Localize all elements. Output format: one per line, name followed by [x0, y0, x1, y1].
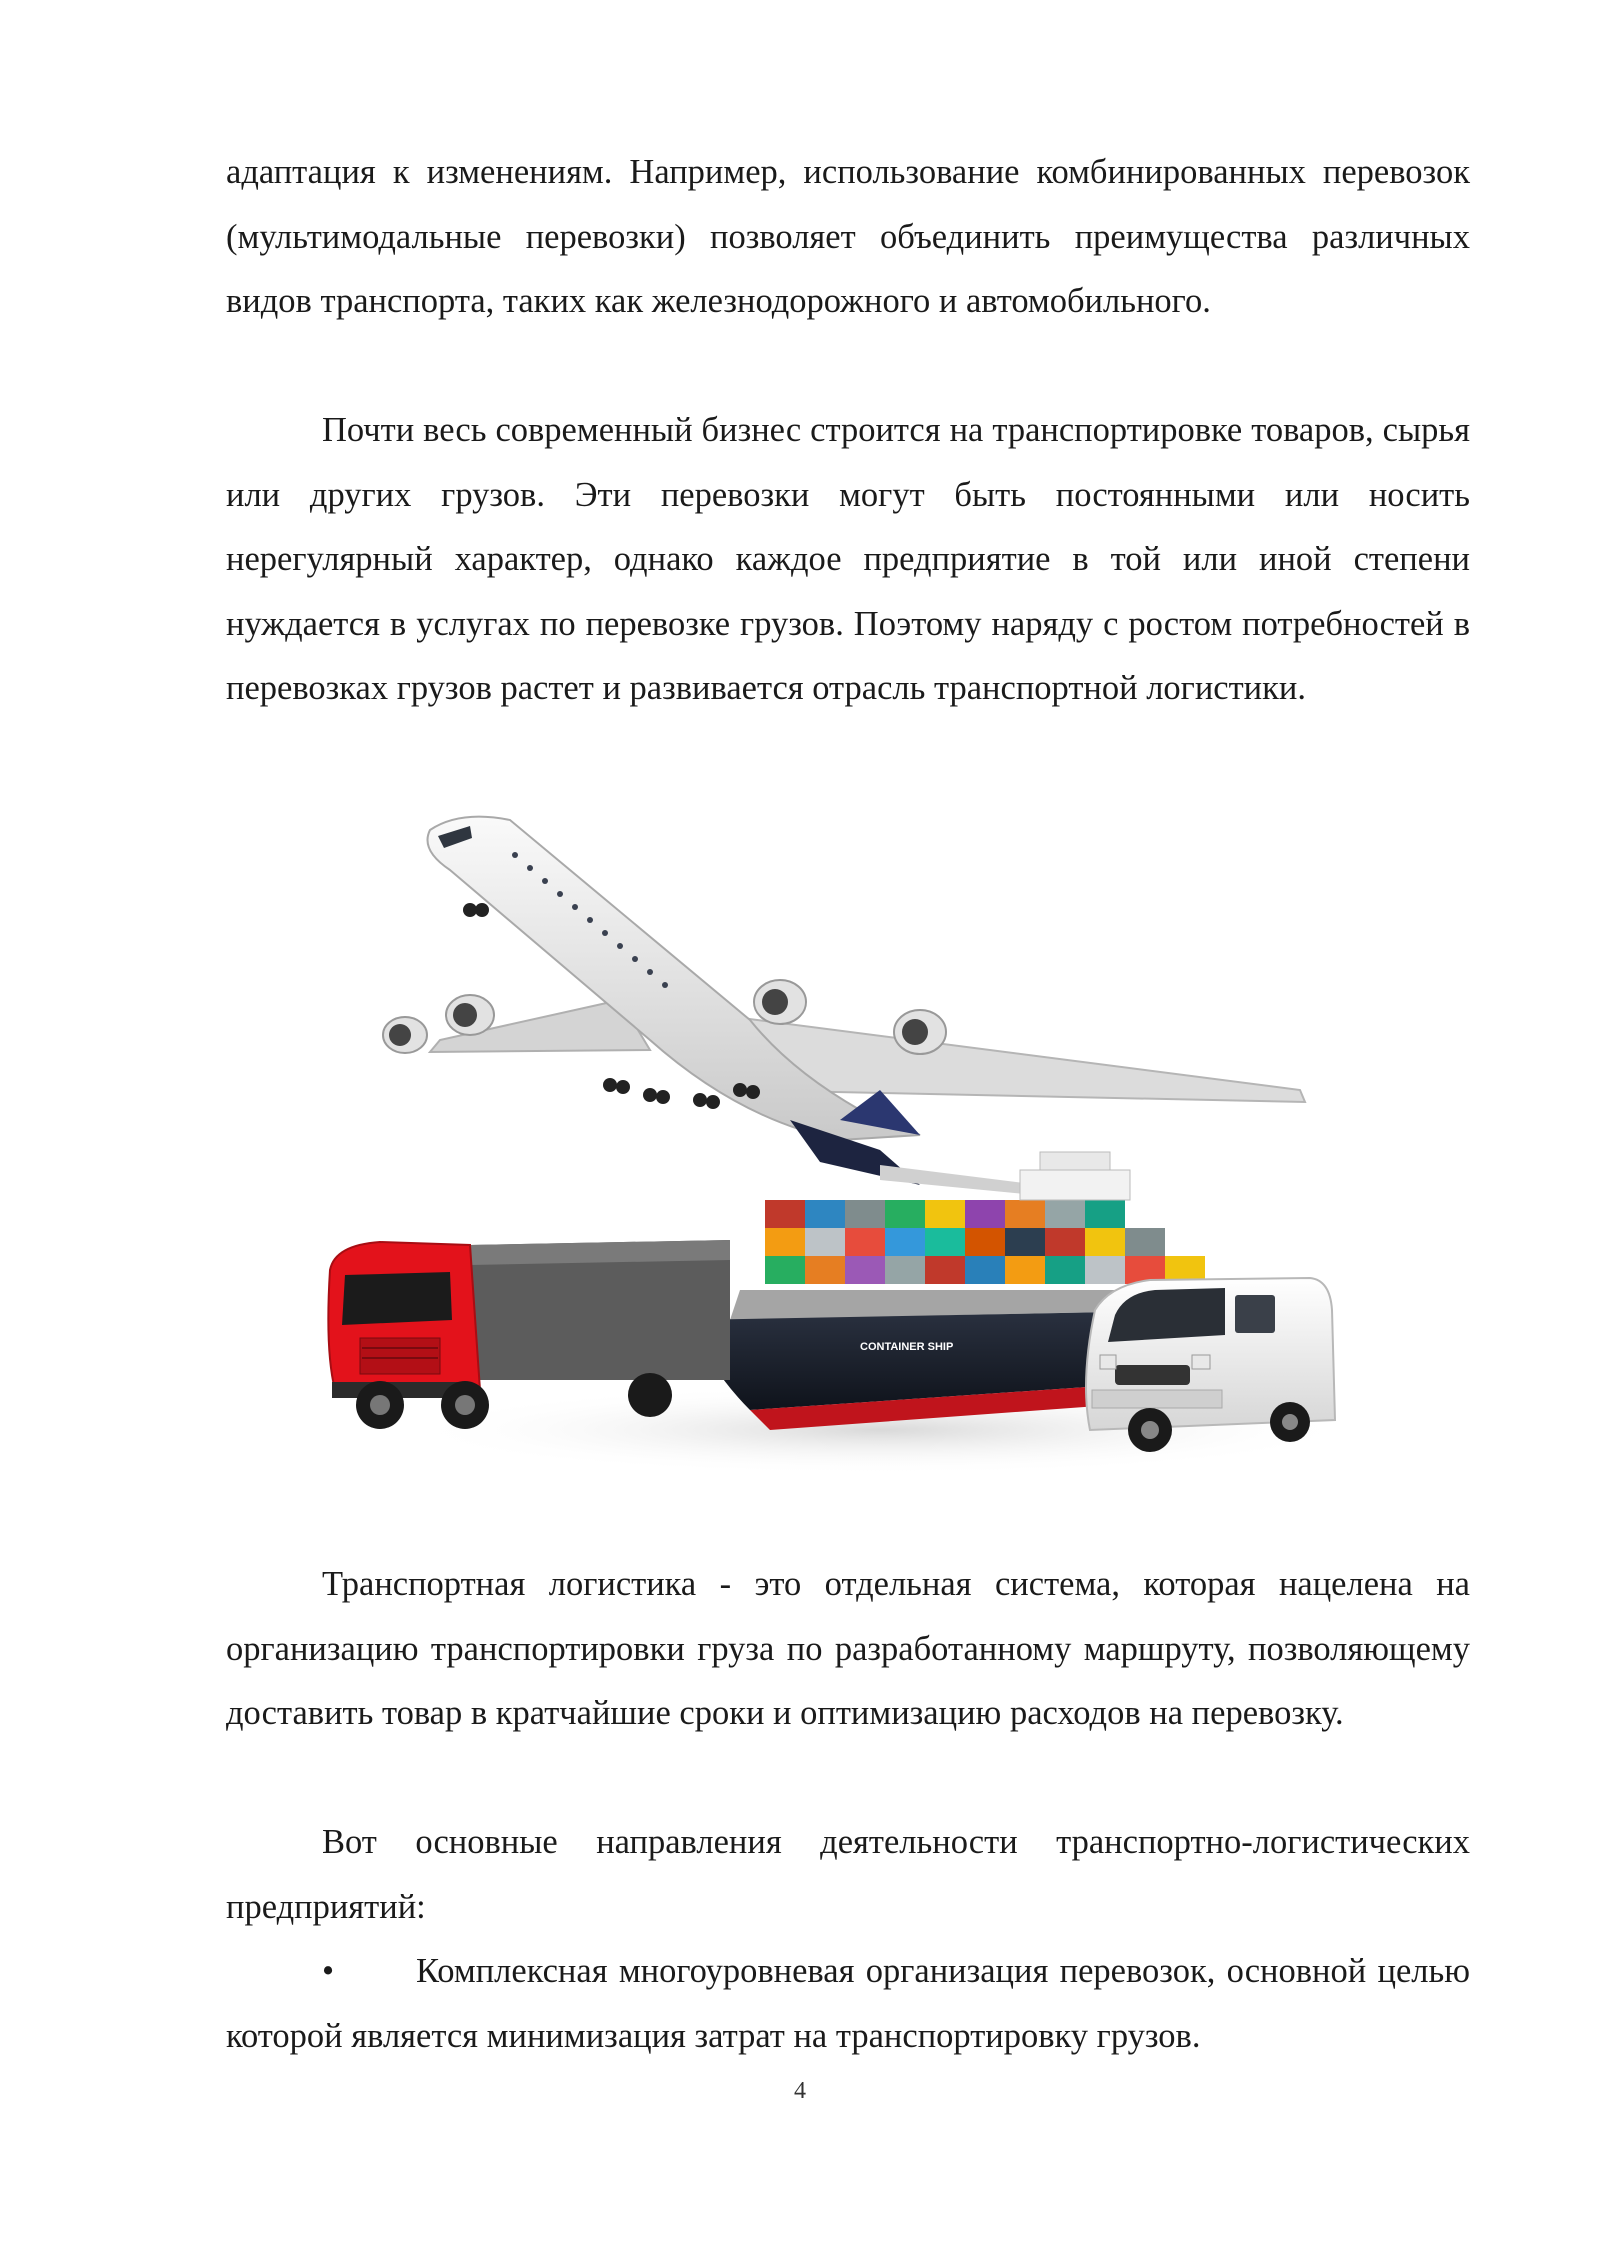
page-number: 4	[794, 2078, 806, 2104]
paragraph-3: Транспортная логистика - это отдельная система, которая нацелена на организацию транспортировки груза по разработанному маршруту, позволяющему доставить товар в кратчайшие сроки и оптимизацию расходов на перевозку.	[226, 1565, 1470, 1732]
list-item	[226, 1939, 1470, 2068]
airplane	[383, 817, 1305, 1195]
bullet-marker: •	[322, 1952, 335, 1990]
paragraph-1: адаптация к изменениям. Например, использование комбинированных перевозок (мультимодальные перевозки) позволяет объединить преимущества различных видов транспорта, таких как железнодорожного и автомобильного.	[226, 153, 1470, 320]
ship-containers	[765, 1200, 1205, 1284]
white-van	[1086, 1278, 1335, 1452]
ship-name-label: CONTAINER SHIP	[860, 1341, 954, 1353]
paragraph-2: Почти весь современный бизнес строится на транспортировке товаров, сырья или других грузов. Эти перевозки могут быть постоянными или носить нерегулярный характер, однако каждое предприятие в той или иной степени нуждается в услугах по перевозке грузов. Поэтому наряду с ростом потребностей в перевозках грузов растет и развивается отрасль транспортной логистики.	[226, 411, 1470, 707]
paragraph-4: Вот основные направления деятельности транспортно-логистических предприятий:	[226, 1823, 1470, 1926]
bullet-text: Комплексная многоуровневая организация перевозок, основной целью которой является минимизация затрат на транспортировку грузов.	[226, 1952, 1470, 2055]
transport-illustration	[320, 790, 1420, 1490]
